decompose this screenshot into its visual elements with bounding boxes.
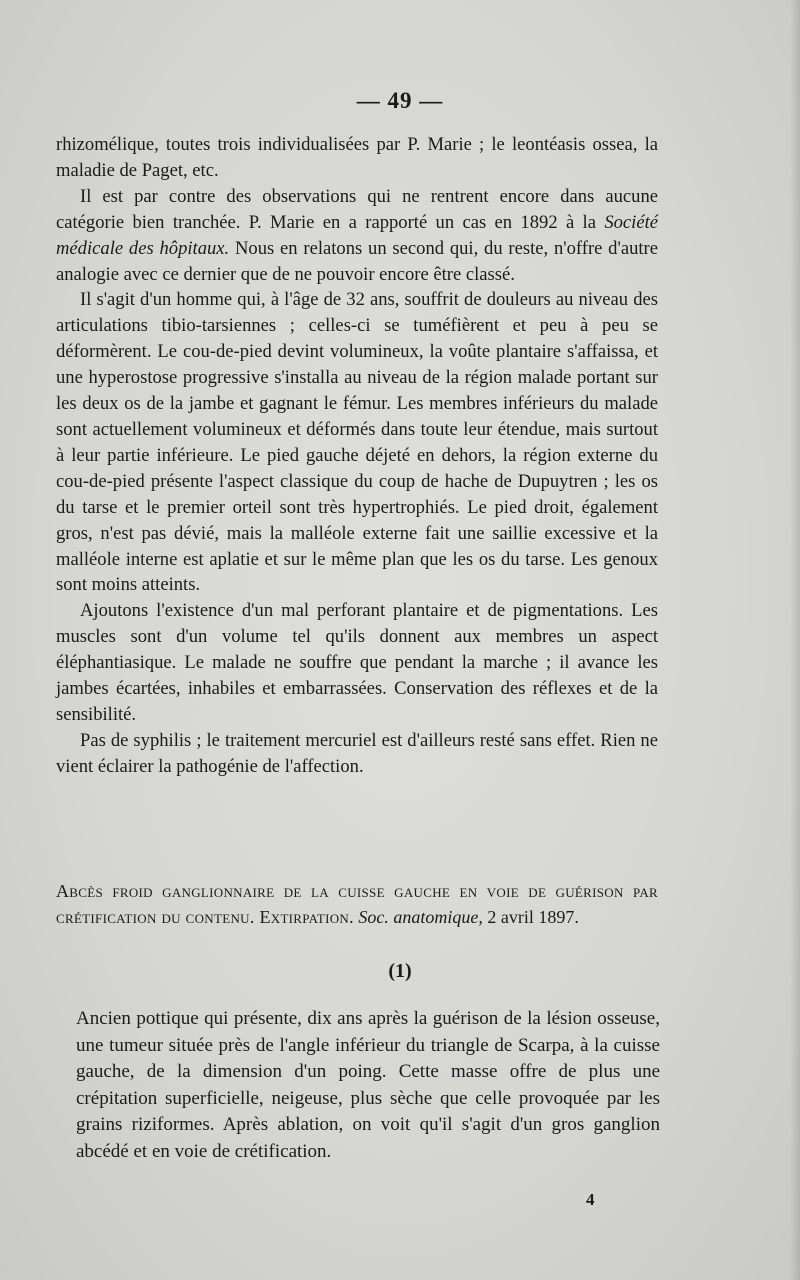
scan-edge-shadow [790, 0, 800, 1280]
section-heading [56, 878, 658, 930]
case-paragraph: Ancien pottique qui présente, dix ans après la guérison de la lésion osseuse, une tumeur située près de l'angle inférieur du triangle de Scarpa, à la cuisse gauche, de la dimension d'un poing. Cette masse offre de plus une crépitation superficielle, neigeuse, plus sèche que celle provoquée par les grains riziformes. Après ablation, on voit qu'il s'agit d'un gros ganglion abcédé et en voie de crétification. [76, 1008, 660, 1162]
case-text [76, 1006, 660, 1166]
paragraph-conclusion: Pas de syphilis ; le traitement mercuriel est d'ailleurs resté sans effet. Rien ne vient éclairer la pathogénie de l'affection. [56, 729, 658, 777]
society-citation: Société médicale des hôpitaux. [56, 211, 658, 259]
signature-mark: 4 [586, 1190, 595, 1209]
body-text [56, 132, 658, 780]
page-number: — 49 — [356, 88, 444, 113]
section-heading-source: Soc. anatomique, [358, 907, 483, 927]
paragraph-findings: Ajoutons l'existence d'un mal perforant plantaire et de pigmentations. Les muscles sont d'un volume tel qu'ils donnent aux membres un aspect éléphantiasique. Le malade ne souffre que pendant la marche ; il avance les jambes écartées, inhabiles et embarrassées. Conservation des réflexes et de la sensibilité. [56, 600, 658, 725]
paragraph-observations-tail: Nous en relatons un second qui, du reste, n'offre d'autre analogie avec ce dernier que de ne pouvoir encore être classé. [56, 237, 658, 285]
paragraph-case-description: Il s'agit d'un homme qui, à l'âge de 32 ans, souffrit de douleurs au niveau des articulations tibio-tarsiennes ; celles-ci se tuméfièrent et peu à peu se déformèrent. Le cou-de-pied devint volumineux, la voûte plantaire s'affaissa, et une hyperostose progressive s'installa au niveau de la région malade portant sur les deux os de la jambe et gagnant le fémur. Les membres inférieurs du malade sont actuellement volumineux et déformés dans toute leur étendue, mais surtout à leur partie inférieure. Le pied gauche déjeté en dehors, la région externe du cou-de-pied présente l'aspect classique du coup de hache de Dupuytren ; les os du tarse et le premier orteil sont très hypertrophiés. Le pied droit, également gros, n'est pas dévié, mais la malléole externe fait une saillie excessive et la malléole interne est aplatie et sur le même plan que les os du tarse. Les genoux sont moins atteints. [56, 289, 658, 596]
section-number: (1) [388, 960, 412, 982]
section-heading-date: 2 avril 1897. [482, 907, 579, 927]
paragraph-observations [56, 184, 658, 288]
paragraph-observations-lead: Il est par contre des observations qui ne rentrent encore dans aucune catégorie bien tranchée. P. Marie en a rapporté un cas en 1892 à la [56, 185, 658, 233]
paragraph-continuation: rhizomélique, toutes trois individualisées par P. Marie ; le leontéasis ossea, la maladie de Paget, etc. [56, 134, 658, 181]
section-heading-title: Abcès froid ganglionnaire de la cuisse gauche en voie de guérison par crétification du contenu. Extirpation. [56, 881, 658, 927]
